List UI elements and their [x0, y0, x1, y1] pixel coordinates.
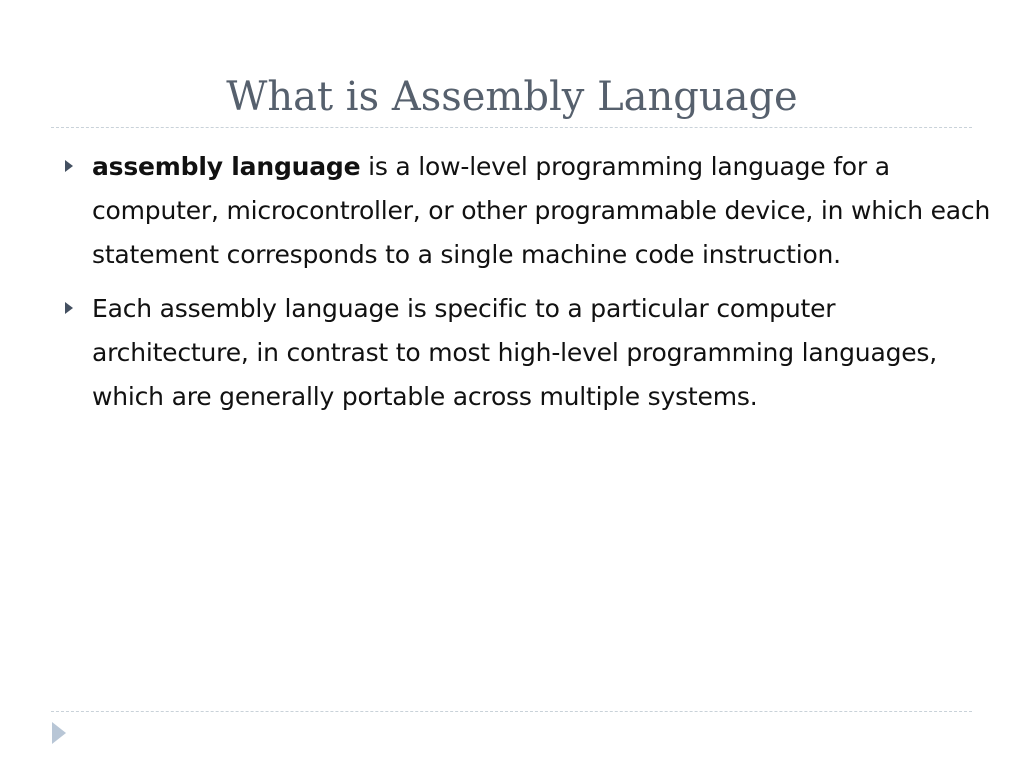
bullet-item-2	[92, 287, 992, 419]
bullet-list	[92, 145, 992, 429]
bullet-item-1	[92, 145, 992, 277]
triangle-right-bullet-icon	[65, 160, 73, 172]
triangle-right-bullet-icon	[65, 302, 73, 314]
bullet-text: Each assembly language is specific to a particular computer architecture, in contrast to most high-level programming languages, which are generally portable across multiple systems.	[92, 294, 937, 411]
footer-divider	[51, 711, 972, 712]
bullet-term: assembly language	[92, 152, 361, 181]
bullet-text: is a low-level programming language for a computer, microcontroller, or other programmable device, in which each statement corresponds to a single machine code instruction.	[92, 152, 991, 269]
title-divider	[51, 127, 972, 128]
slide-title: What is Assembly Language	[226, 74, 798, 120]
next-slide-arrow-icon[interactable]	[52, 722, 66, 744]
